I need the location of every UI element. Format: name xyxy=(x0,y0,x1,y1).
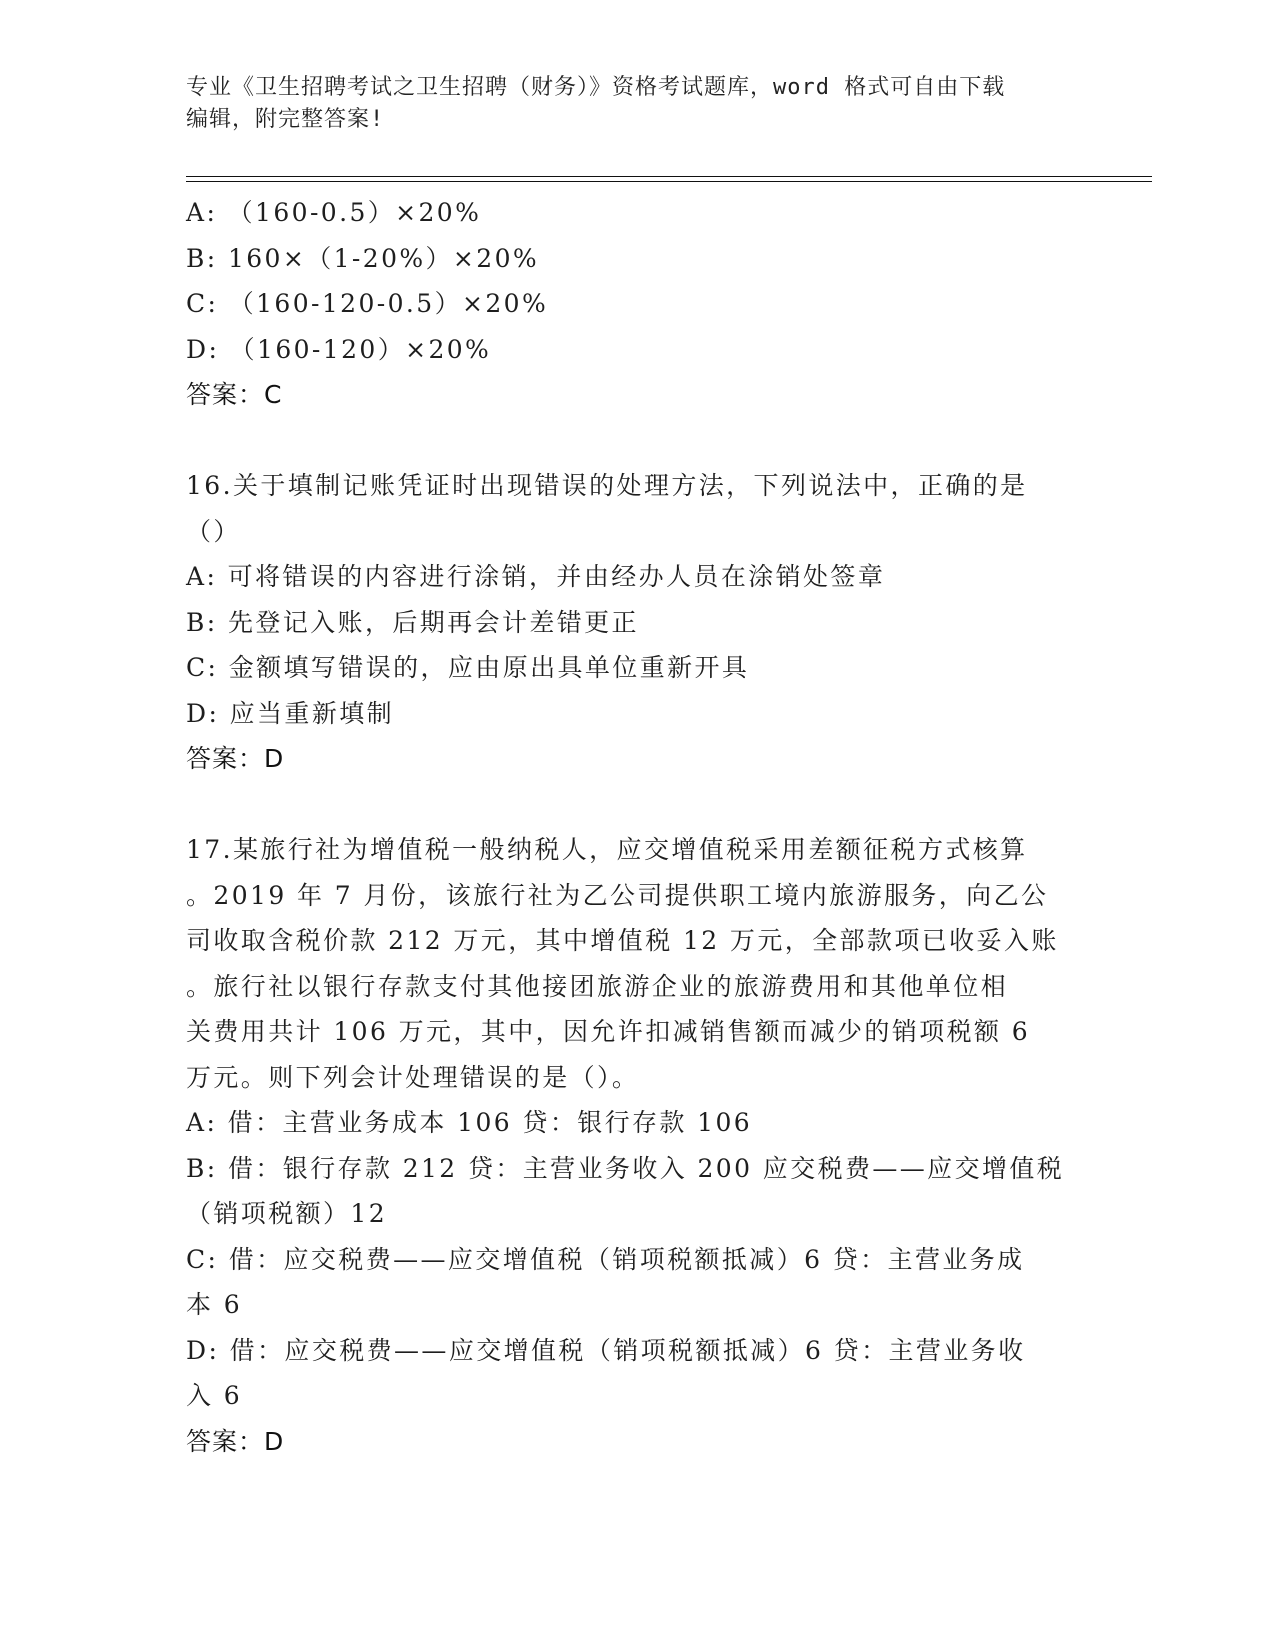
answer: 答案：C xyxy=(186,380,283,409)
option-d: D: 应当重新填制 xyxy=(186,698,395,728)
header-line-2: 编辑，附完整答案! xyxy=(186,107,385,132)
question-16 xyxy=(186,463,1086,782)
spacer xyxy=(186,418,1086,464)
question-stem-line: （） xyxy=(186,516,241,546)
question-stem-line: 。2019 年 7 月份，该旅行社为乙公司提供职工境内旅游服务，向乙公 xyxy=(186,880,1049,910)
question-stem-line: 司收取含税价款 212 万元，其中增值税 12 万元，全部款项已收妥入账 xyxy=(186,926,1059,955)
option-d: D: （160-120）×20% xyxy=(186,334,492,364)
option-c: C: （160-120-0.5）×20% xyxy=(186,289,549,318)
option-c: C: 金额填写错误的，应由原出具单位重新开具 xyxy=(186,653,750,682)
question-17 xyxy=(186,827,1086,1464)
option-b: B: 借：银行存款 212 贷：主营业务收入 200 应交税费——应交增值税 xyxy=(186,1153,1065,1183)
header-line-1: 专业《卫生招聘考试之卫生招聘（财务）》资格考试题库，word 格式可自由下载 xyxy=(186,75,1006,100)
question-stem-line: 万元。则下列会计处理错误的是（）。 xyxy=(186,1062,640,1092)
option-b: B: 160×（1-20%）×20% xyxy=(186,243,540,273)
option-a: A: 可将错误的内容进行涂销，并由经办人员在涂销处签章 xyxy=(186,562,886,591)
option-b-continued: （销项税额）12 xyxy=(186,1199,388,1228)
answer: 答案：D xyxy=(186,744,285,773)
question-stem-line: 17.某旅行社为增值税一般纳税人，应交增值税采用差额征税方式核算 xyxy=(186,835,1028,864)
header-rule-top xyxy=(186,176,1152,177)
spacer xyxy=(186,782,1086,828)
option-d-continued: 入 6 xyxy=(186,1381,243,1410)
question-list xyxy=(186,190,1086,1464)
option-b: B: 先登记入账，后期再会计差错更正 xyxy=(186,607,639,637)
question-stem-line: 16.关于填制记账凭证时出现错误的处理方法，下列说法中，正确的是 xyxy=(186,471,1028,500)
header-rule-bottom xyxy=(186,181,1152,182)
document-header xyxy=(186,72,1066,136)
option-a: A: （160-0.5）×20% xyxy=(186,198,482,227)
answer: 答案：D xyxy=(186,1426,285,1456)
option-c: C: 借：应交税费——应交增值税（销项税额抵减）6 贷：主营业务成 xyxy=(186,1244,1025,1274)
question-15 xyxy=(186,190,1086,418)
option-c-continued: 本 6 xyxy=(186,1290,243,1319)
option-a: A: 借：主营业务成本 106 贷：银行存款 106 xyxy=(186,1108,753,1137)
question-stem-line: 关费用共计 106 万元，其中，因允许扣减销售额而减少的销项税额 6 xyxy=(186,1017,1031,1046)
question-stem-line: 。旅行社以银行存款支付其他接团旅游企业的旅游费用和其他单位相 xyxy=(186,971,1009,1001)
option-d: D: 借：应交税费——应交增值税（销项税额抵减）6 贷：主营业务收 xyxy=(186,1335,1026,1365)
